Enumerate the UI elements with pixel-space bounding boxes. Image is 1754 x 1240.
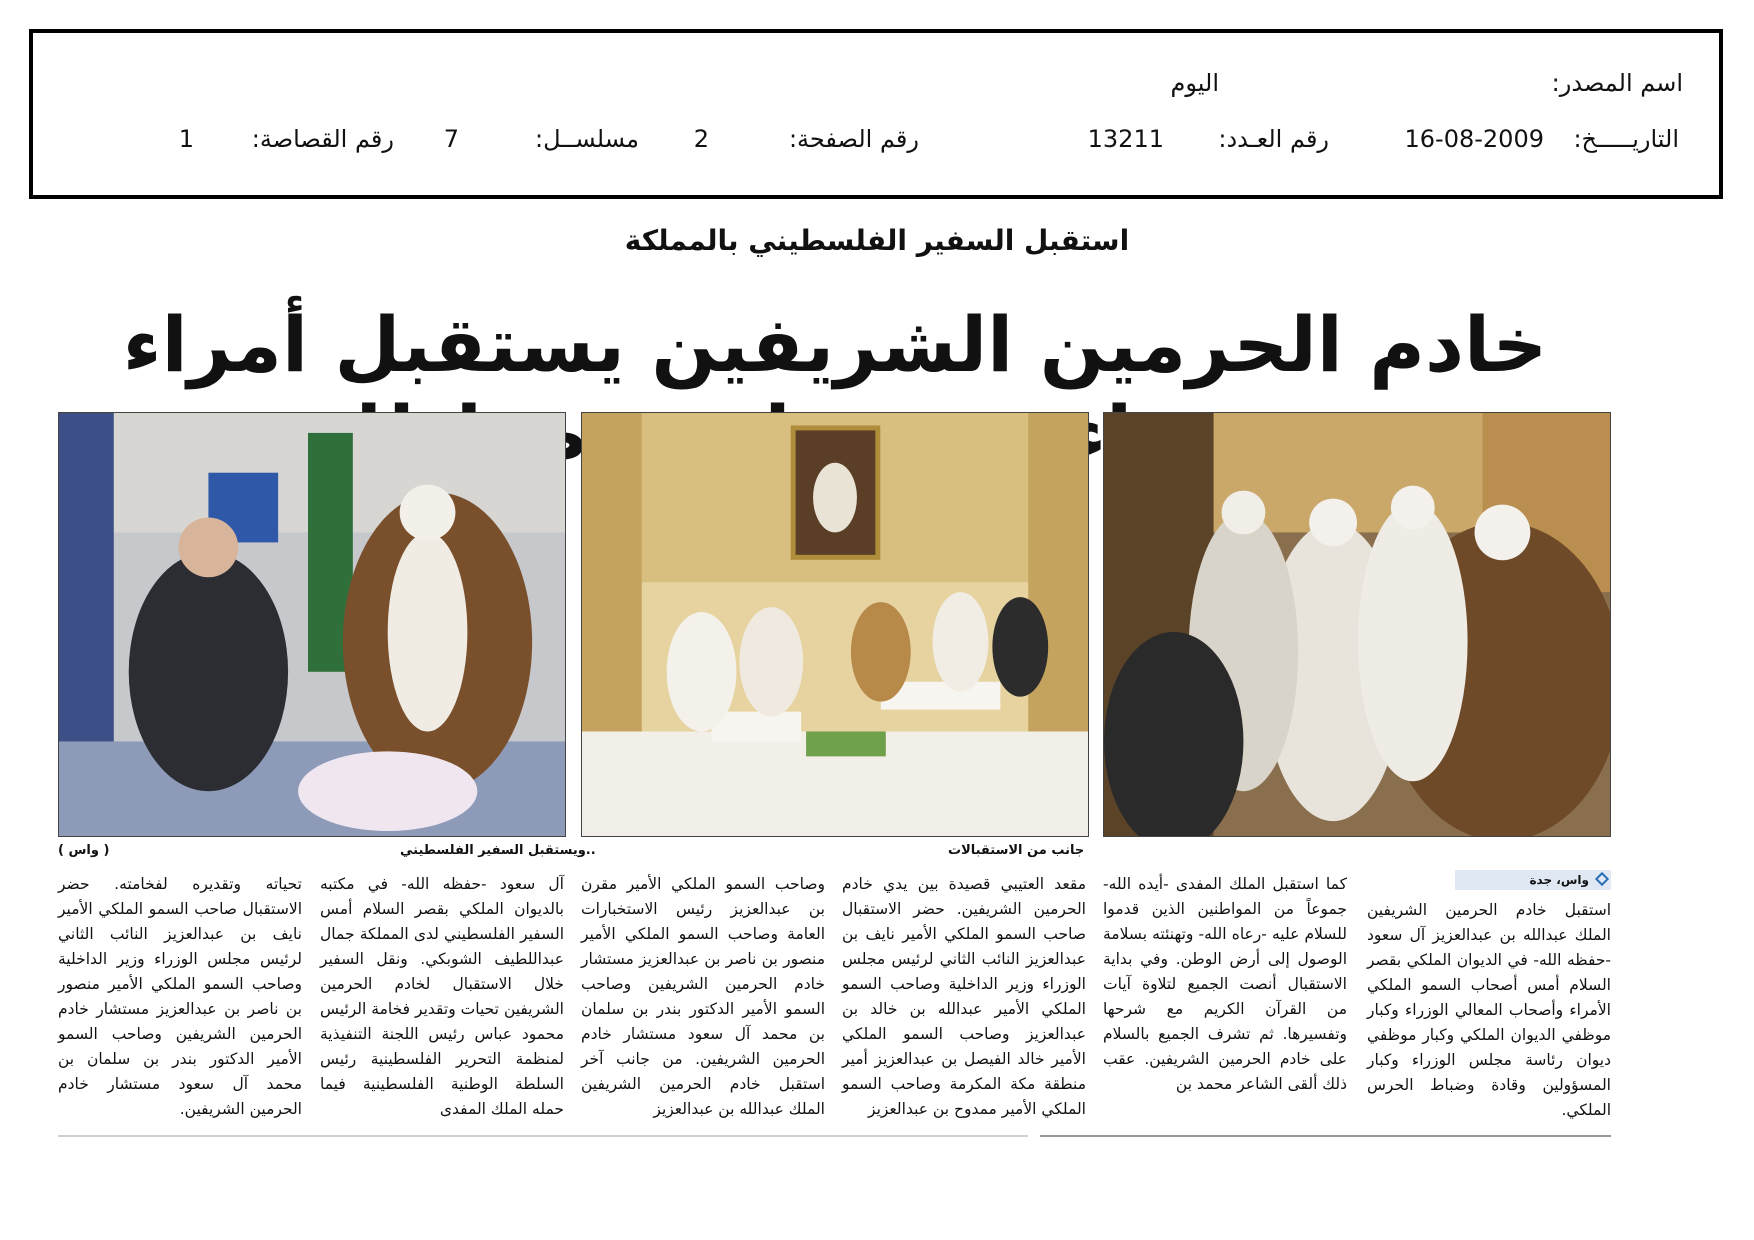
bottom-rule-left — [58, 1135, 1028, 1137]
article-column-4: وصاحب السمو الملكي الأمير مقرن بن عبدالعزيز رئيس الاستخبارات العامة وصاحب السمو الملكي الأمير منصور بن ناصر بن عبدالعزيز مستشار خادم الحرمين الشريفين وصاحب السمو الأمير الدكتور بندر بن سلمان بن محمد آل سعود مستشار خادم الحرمين الشريفين. من جانب آخر استقبل خادم الحرمين الشريفين الملك عبدالله بن عبدالعزيز — [581, 875, 825, 1118]
page-label: رقم الصفحة: — [788, 125, 919, 153]
caption-ambassador: ..ويستقبل السفير الفلسطيني — [400, 843, 596, 858]
agency-tag-text: واس، جدة — [1529, 873, 1589, 887]
page-value: 2 — [693, 125, 709, 153]
clipping-metadata-box — [29, 29, 1723, 199]
article-column-2: كما استقبل الملك المفدى -أيده الله- جموعاً من المواطنين الذين قدموا للسلام عليه -رعاه الله- وتهنئته بسلامة الوصول إلى أرض الوطن. وفي بداية الاستقبال أنصت الجميع لتلاوة آيات من القرآن الكريم مع شرحها وتفسيرها. ثم تشرف الجميع بالسلام على خادم الحرمين الشريفين. عقب ذلك ألقى الشاعر محمد بن — [1103, 875, 1347, 1093]
serial-value: 7 — [443, 125, 459, 153]
article-column-5: آل سعود -حفظه الله- في مكتبه بالديوان الملكي بقصر السلام أمس السفير الفلسطيني لدى المملكة جمال عبداللطيف الشوبكي. ونقل السفير خلال الاستقبال لخادم الحرمين الشريفين تحيات وتقدير فخامة الرئيس محمود عباس رئيس اللجنة التنفيذية لمنظمة التحرير الفلسطينية رئيس السلطة الوطنية الفلسطينية فيما حمله الملك المفدى — [320, 875, 564, 1118]
issue-value: 13211 — [1087, 125, 1164, 153]
article-column-6: تحياته وتقديره لفخامته. حضر الاستقبال صاحب السمو الملكي الأمير نايف بن عبدالعزيز النائب الثاني لرئيس مجلس الوزراء وزير الداخلية وصاحب السمو الملكي الأمير منصور بن ناصر بن عبدالعزيز مستشار خادم الحرمين الشريفين وصاحب السمو الأمير الدكتور بندر بن سلمان بن محمد آل سعود مستشار خادم الحرمين الشريفين. — [58, 875, 302, 1118]
article-column-1: استقبل خادم الحرمين الشريفين الملك عبدالله بن عبدالعزيز آل سعود -حفظه الله- في الديوان الملكي بقصر السلام أمس أصحاب السمو الملكي الأمراء وأصحاب المعالي الوزراء وكبار موظفي الديوان الملكي وكبار موظفي ديوان رئاسة مجلس الوزراء وكبار المسؤولين وقادة وضباط الحرس الملكي. — [1367, 901, 1611, 1119]
agency-tag — [1455, 870, 1611, 890]
date-value: 16-08-2009 — [1404, 125, 1544, 153]
bottom-rule-right — [1040, 1135, 1611, 1137]
photo-palestinian-ambassador — [58, 412, 566, 837]
issue-label: رقم العـدد: — [1218, 125, 1329, 153]
source-label: اسم المصدر: — [1551, 69, 1683, 97]
article-kicker: استقبل السفير الفلسطيني بالمملكة — [624, 224, 1130, 257]
article-column-3: مقعد العتيبي قصيدة بين يدي خادم الحرمين الشريفين. حضر الاستقبال صاحب السمو الملكي الأمير نايف بن عبدالعزيز النائب الثاني لرئيس مجلس الوزراء وزير الداخلية وصاحب السمو الملكي الأمير عبدالله بن خالد بن عبدالعزيز وصاحب السمو الملكي الأمير خالد الفيصل بن عبدالعزيز أمير منطقة مكة المكرمة وصاحب السمو الملكي الأمير ممدوح بن عبدالعزيز — [842, 875, 1086, 1118]
serial-label: مسلســل: — [535, 125, 639, 153]
photo-handshake — [1103, 412, 1611, 837]
clip-value: 1 — [178, 125, 194, 153]
date-label: التاريـــــخ: — [1573, 125, 1679, 153]
caption-receptions: جانب من الاستقبالات — [948, 843, 1085, 858]
photo-majlis-hall — [581, 412, 1089, 837]
article-headline: خادم الحرمين الشريفين يستقبل أمراء — [122, 300, 1548, 389]
clip-label: رقم القصاصة: — [251, 125, 394, 153]
source-value: اليوم — [1170, 69, 1219, 97]
caption-credit: ( واس ) — [58, 843, 110, 858]
diamond-icon — [1595, 872, 1609, 886]
